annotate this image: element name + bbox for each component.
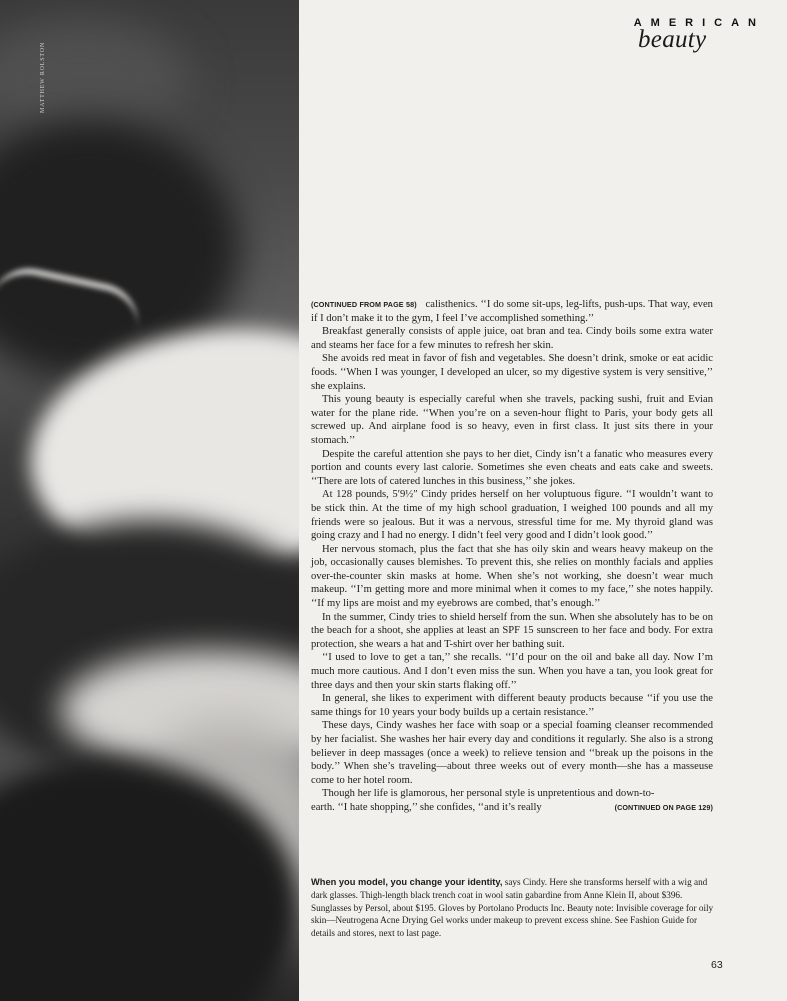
article-paragraph bbox=[311, 298, 713, 325]
article-last-line bbox=[311, 801, 713, 815]
continued-from-reference: (CONTINUED FROM PAGE 58) bbox=[311, 300, 417, 309]
photo-credit: MATTHEW ROLSTON bbox=[40, 42, 46, 113]
article-paragraph: This young beauty is especially careful when she travels, packing sushi, fruit and Evian water for the plane ride. ‘‘When you’re on a seven-hour flight to Paris, your body gets all screwed up. And airplane food is so heavy, even in first class. It just sits there in your stomach.’’ bbox=[311, 394, 713, 446]
page-number: 63 bbox=[711, 959, 723, 971]
cover-photo bbox=[0, 0, 299, 1001]
article-paragraph: Her nervous stomach, plus the fact that she has oily skin and wears heavy makeup on the job, occasionally causes blemishes. To prevent this, she relies on monthly facials and applies over-the-counter skin masks at home. When she’s not working, she doesn’t wear much makeup. ‘‘I’m getting more and more minimal when it comes to my face,’’ she notes happily. ‘‘If my lips are moist and my eyebrows are combed, that’s enough.’’ bbox=[311, 543, 713, 610]
caption-lead: When you model, you change your identity, bbox=[311, 877, 503, 887]
article-paragraph: Though her life is glamorous, her personal style is unpretentious and down-to- bbox=[322, 788, 655, 800]
paragraph-text: earth. ‘‘I hate shopping,’’ she confides, ‘‘and it’s really bbox=[311, 801, 542, 813]
article-paragraph: Despite the careful attention she pays to her diet, Cindy isn’t a fanatic who measures every portion and counts every last calorie. Sometimes she even cheats and eats cake and sweets. ‘‘There are lots of catered lunches in this business,’’ she jokes. bbox=[311, 448, 713, 487]
section-title: AMERICAN bbox=[633, 17, 765, 29]
article-paragraph: ‘‘I used to love to get a tan,’’ she recalls. ‘‘I’d pour on the oil and bake all day. Now I’m much more cautious. And I don’t even miss the sun. When you have a tan, you look great for three days and then your skin starts flaking off.’’ bbox=[311, 652, 713, 691]
article-paragraph: In general, she likes to experiment with different beauty products because ‘‘if you use the same things for 10 years your body builds up a certain resistance.’’ bbox=[311, 693, 713, 718]
article-paragraph: She avoids red meat in favor of fish and vegetables. She doesn’t drink, smoke or eat acidic foods. ‘‘When I was younger, I developed an ulcer, so my digestive system is very sensitive,’’ she explains. bbox=[311, 353, 713, 392]
article-paragraph: At 128 pounds, 5′9½″ Cindy prides herself on her voluptuous figure. ‘‘I wouldn’t want to be stick thin. At the time of my high school graduation, I weighed 100 pounds and all my friends were so jealous. But it was a nervous, stressful time for me. My thyroid gland was going crazy and I had no energy. I didn’t feel very good and I didn’t look good.’’ bbox=[311, 489, 713, 542]
section-subtitle: beauty bbox=[638, 26, 707, 53]
article-paragraph: In the summer, Cindy tries to shield herself from the sun. When she absolutely has to be on the beach for a shoot, she applies at least an SPF 15 sunscreen to her face and body. For extra protection, she wears a hat and T-shirt over her bathing suit. bbox=[311, 611, 713, 650]
continued-on-reference: (CONTINUED ON PAGE 129) bbox=[614, 802, 713, 812]
article-paragraph: Breakfast generally consists of apple juice, oat bran and tea. Cindy boils some extra water and steams her face for a few minutes to refresh her skin. bbox=[311, 326, 713, 351]
caption-text: says Cindy. Here she transforms herself with a wig and dark glasses. Thigh-length black trench coat in wool satin gabardine from Anne Klein II, about $396. Sunglasses by Persol, about $195. Gloves by Portolano Products Inc. Beauty note: Invisible coverage for oily skin—Neutrogena Acne Drying Gel works under makeup to prevent excess shine. See Fashion Guide for details and stores, next to last page. bbox=[311, 877, 714, 939]
paragraph-text: calisthenics. ‘‘I do some sit-ups, leg-lifts, push-ups. That way, even if I don’t make it to the gym, I feel I’ve accomplished something.’’ bbox=[311, 299, 713, 324]
article-paragraph: These days, Cindy washes her face with soap or a special foaming cleanser recommended by her facialist. She washes her hair every day and conditions it regularly. She also is a strong believer in deep massages (once a week) to relieve tension and ‘‘break up the poisons in the body.’’ When she’s traveling—about three weeks out of every month—she has a masseuse come to her hotel room. bbox=[311, 720, 713, 786]
photo-caption bbox=[311, 876, 715, 940]
article-body bbox=[311, 298, 713, 815]
